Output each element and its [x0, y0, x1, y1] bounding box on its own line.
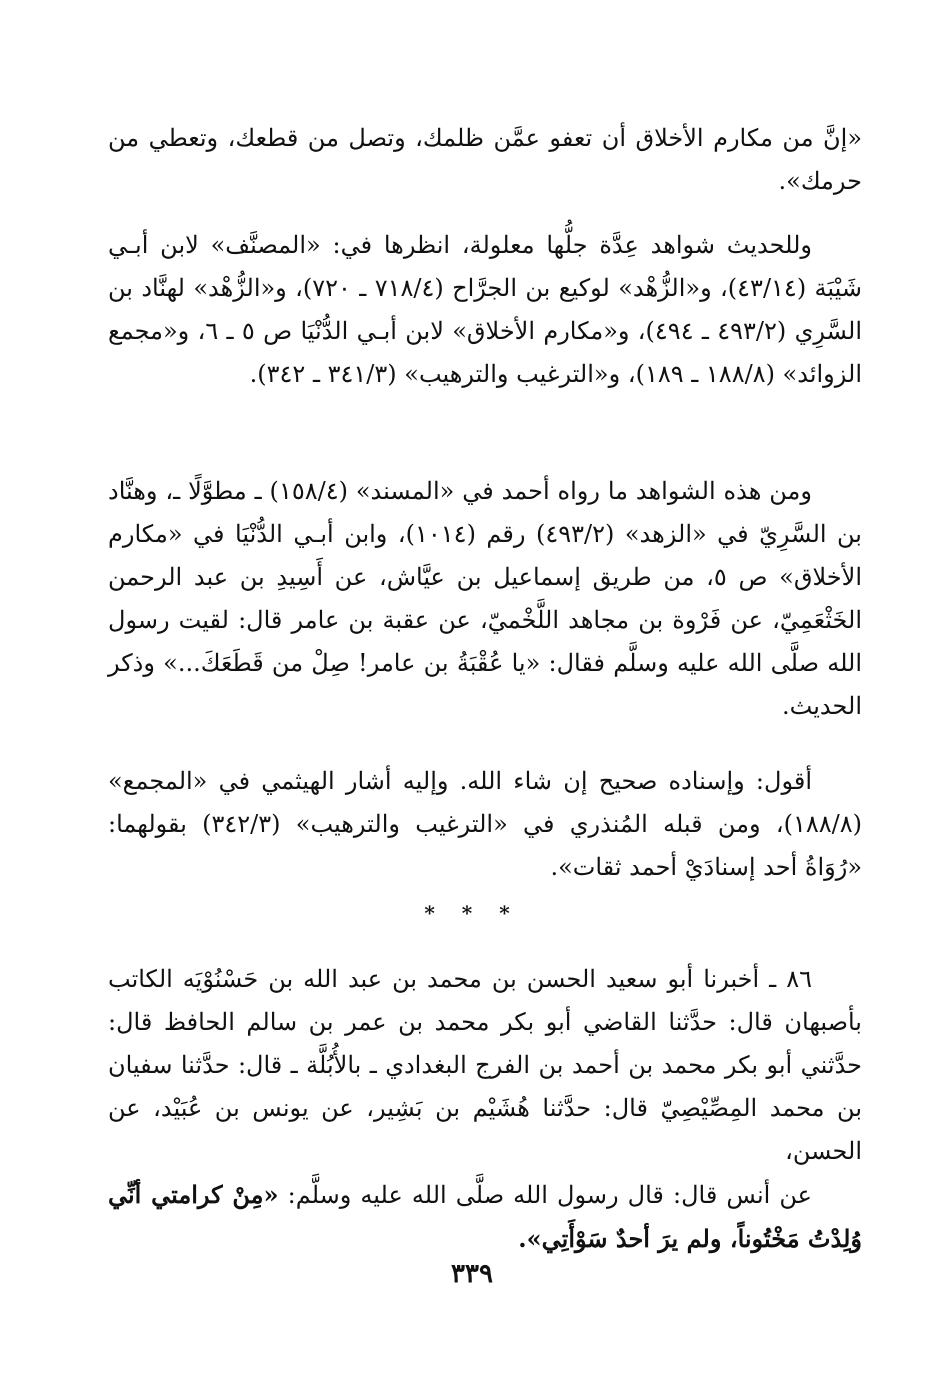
page-number: ٣٣٩ — [451, 1259, 493, 1289]
hadith-86-block — [108, 958, 862, 1261]
matn-paragraph — [108, 1173, 862, 1261]
matn-intro: عن أنس قال: قال رسول الله صلَّى الله عليه وسلَّم: — [287, 1181, 812, 1209]
isnad-paragraph: ٨٦ ـ أخبرنا أبو سعيد الحسن بن محمد بن عبد الله بن حَسْنُوْيَه الكاتب بأصبهان قال: حدَّثنا القاضي أبو بكر محمد بن عمر بن سالم الحافظ قال: حدَّثني أبو بكر محمد بن أحمد بن الفرج البغدادي ـ بالأُبُلَّة ـ قال: حدَّثنا سفيان بن محمد المِصِّيْصِيّ قال: حدَّثنا هُشَيْم بن بَشِير، عن يونس بن عُبَيْد، عن الحسن، — [108, 965, 862, 1165]
quote-paragraph: «إنَّ من مكارم الأخلاق أن تعفو عمَّن ظلمك، وتصل من قطعك، وتعطي من حرمك». — [108, 124, 862, 195]
narration-paragraph: ومن هذه الشواهد ما رواه أحمد في «المسند» (١٥٨/٤) ـ مطوَّلًا ـ، وهنَّاد بن السَّرِيّ في «الزهد» (٤٩٣/٢) رقم (١٠١٤)، وابن أبـي الدُّنْيَا في «مكارم الأخلاق» ص ٥، من طريق إسماعيل بن عيَّاش، عن أَسِيدِ بن عبد الرحمن الخَثْعَمِيّ، عن فَرْوة بن مجاهد اللَّخْميّ، عن عقبة بن عامر قال: لقيت رسول الله صلَّى الله عليه وسلَّم فقال: «يا عُقْبَةُ بن عامر! صِلْ من قَطَعَكَ...» وذكر الحديث. — [108, 477, 862, 720]
commentary-paragraph: أقول: وإسناده صحيح إن شاء الله. وإليه أشار الهيثمي في «المجمع» (١٨٨/٨)، ومن قبله المُنذري في «الترغيب والترهيب» (٣٤٢/٣) بقولهما: «رُوَاةُ أحد إسنادَيْ أحمد ثقات». — [108, 767, 863, 881]
section-separator: * * * — [424, 901, 520, 925]
matn-hadith: «مِنْ كرامتي أنِّي وُلِدْتُ مَخْتُوناً، ولم يرَ أحدٌ سَوْأَتِي». — [108, 1180, 862, 1253]
witnesses-paragraph: وللحديث شواهد عِدَّة جلُّها معلولة، انظرها في: «المصنَّف» لابن أبـي شَيْبَة (٤٣/١٤)، و«الزُّهْد» لوكيع بن الجرَّاح (٧١٨/٤ ـ ٧٢٠)، و«الزُّهْد» لهنَّاد بن السَّرِي (٤٩٣/٢ ـ ٤٩٤)، و«مكارم الأخلاق» لابن أبـي الدُّنْيَا ص ٥ ـ ٦، و«مجمع الزوائد» (١٨٨/٨ ـ ١٨٩)، و«الترغيب والترهيب» (٣٤١/٣ ـ ٣٤٢). — [108, 231, 863, 388]
